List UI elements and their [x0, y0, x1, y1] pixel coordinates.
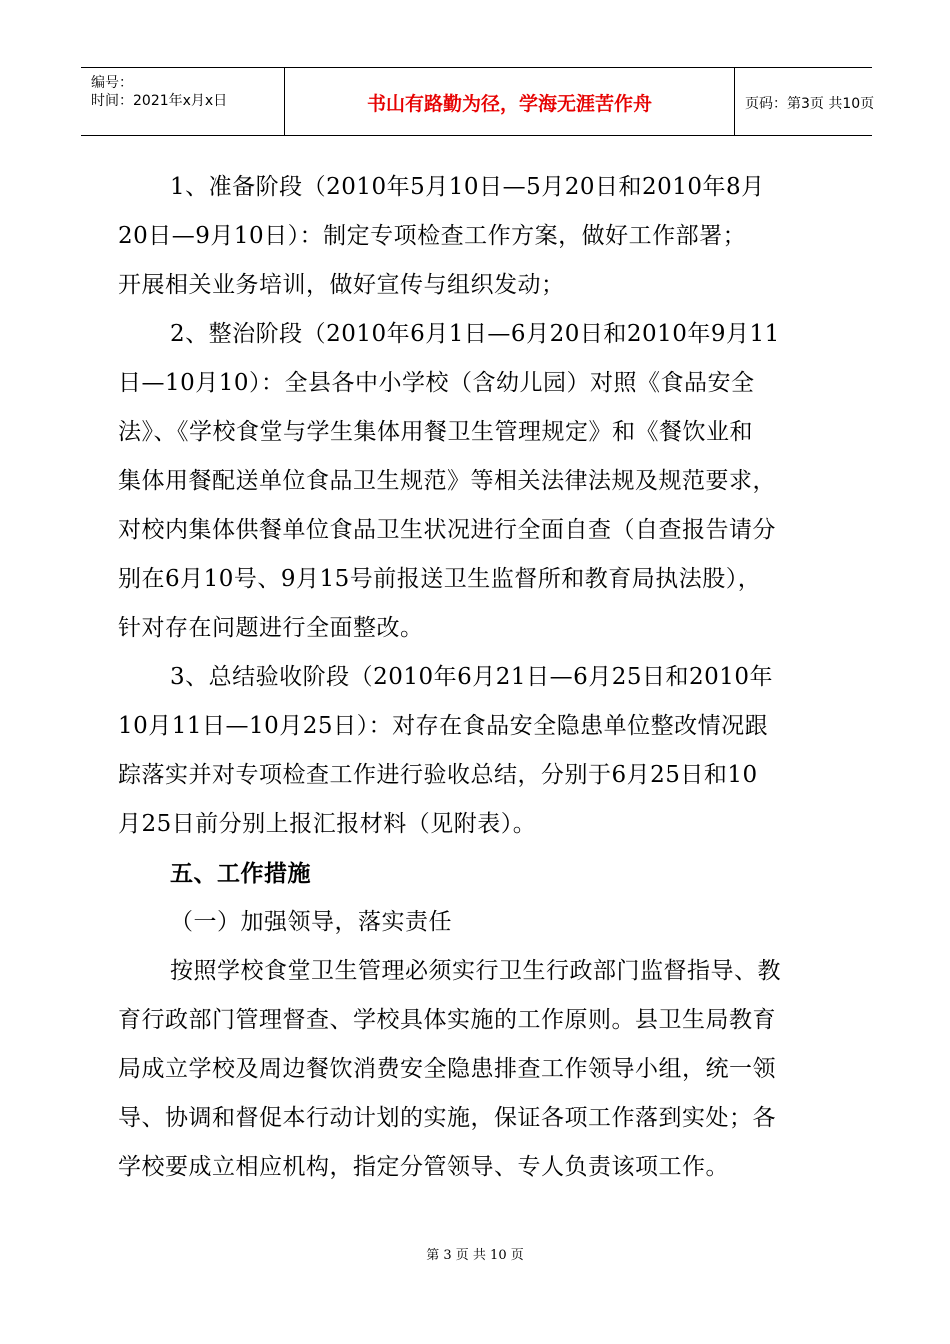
body-line: 2、整治阶段（2010年6月1日—6月20日和2010年9月11 [170, 321, 780, 347]
body-line: 育行政部门管理督查、学校具体实施的工作原则。县卫生局教育 [118, 1007, 776, 1033]
page-header [81, 67, 875, 136]
body-line: 针对存在问题进行全面整改。 [118, 615, 424, 641]
header-meta-cell [81, 68, 284, 135]
section-heading: 五、工作措施 [170, 860, 311, 887]
subsection-heading: （一）加强领导，落实责任 [170, 909, 452, 935]
body-line: 导、协调和督促本行动计划的实施，保证各项工作落到实处；各 [118, 1105, 776, 1131]
body-line: 局成立学校及周边餐饮消费安全隐患排查工作领导小组，统一领 [118, 1056, 776, 1082]
body-line: 学校要成立相应机构，指定分管领导、专人负责该项工作。 [118, 1154, 729, 1180]
body-line: 对校内集体供餐单位食品卫生状况进行全面自查（自查报告请分 [118, 517, 776, 543]
body-line: 按照学校食堂卫生管理必须实行卫生行政部门监督指导、教 [170, 958, 781, 984]
body-line: 法》、《学校食堂与学生集体用餐卫生管理规定》和《餐饮业和 [118, 419, 753, 445]
header-motto-cell [284, 68, 735, 135]
body-line: 10月11日—10月25日）：对存在食品安全隐患单位整改情况跟 [118, 713, 769, 739]
body-line: 1、准备阶段（2010年5月10日—5月20日和2010年8月 [170, 174, 765, 200]
body-line: 20日—9月10日）：制定专项检查工作方案，做好工作部署； [118, 223, 747, 249]
serial-label: 编号： [91, 75, 133, 91]
body-line: 开展相关业务培训，做好宣传与组织发动； [118, 272, 565, 298]
header-page-cell [735, 68, 875, 135]
time-label: 时间：2021年x月x日 [91, 93, 228, 109]
body-line: 日—10月10）：全县各中小学校（含幼儿园）对照《食品安全 [118, 370, 755, 396]
motto-text: 书山有路勤为径，学海无涯苦作舟 [366, 93, 652, 115]
page-footer: 第 3 页 共 10 页 [426, 1248, 524, 1263]
page-info: 页码：第3页 共10页 [745, 96, 875, 112]
body-line: 集体用餐配送单位食品卫生规范》等相关法律法规及规范要求， [118, 468, 776, 494]
body-line: 3、总结验收阶段（2010年6月21日—6月25日和2010年 [170, 664, 773, 690]
body-line: 踪落实并对专项检查工作进行验收总结，分别于6月25日和10 [118, 762, 758, 788]
document-body [118, 163, 840, 1192]
body-line: 别在6月10号、9月15号前报送卫生监督所和教育局执法股）， [118, 566, 762, 592]
body-line: 月25日前分别上报汇报材料（见附表）。 [118, 811, 537, 837]
